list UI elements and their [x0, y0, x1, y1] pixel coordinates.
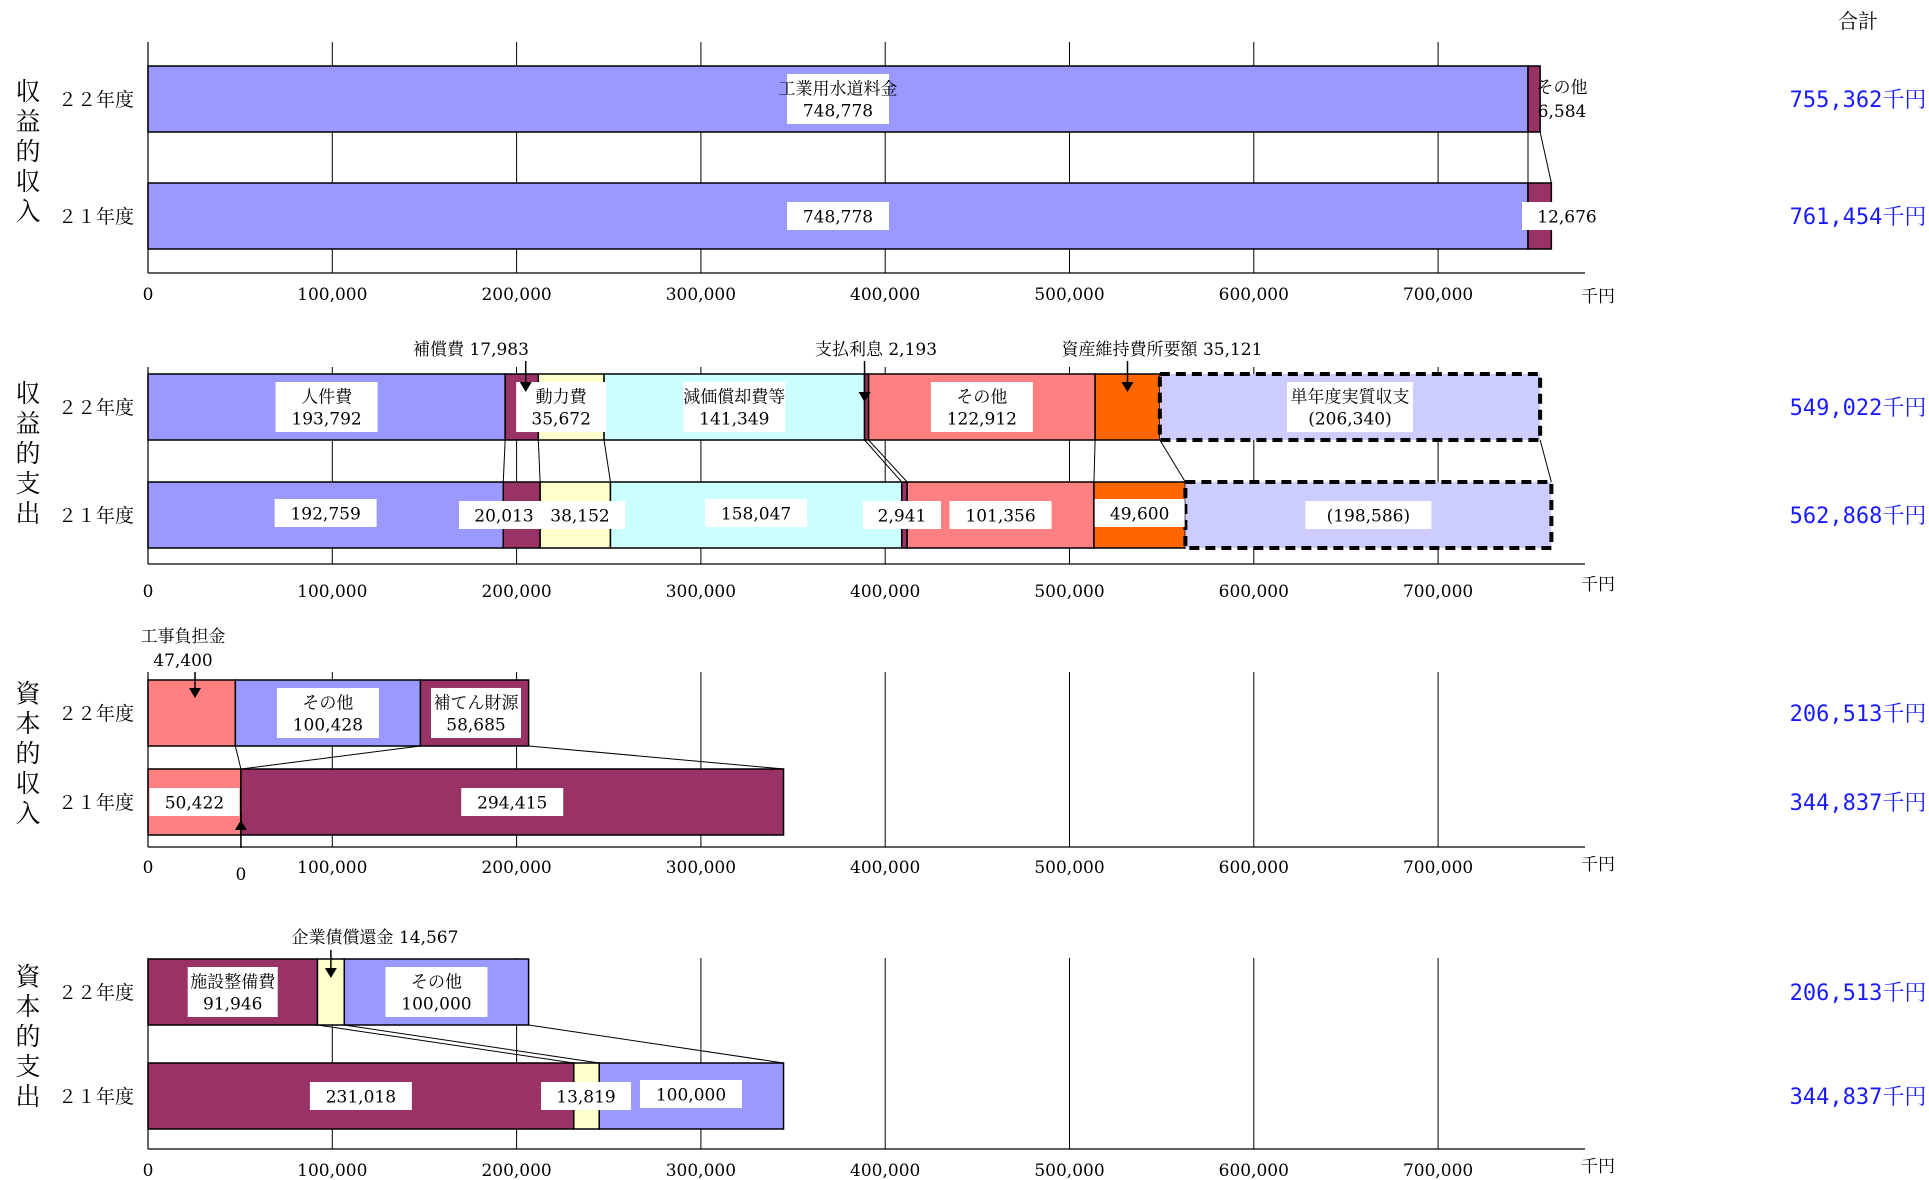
row-total: 206,513千円	[1789, 702, 1927, 727]
connector-line	[538, 440, 540, 482]
section-label-char: 収	[15, 167, 41, 196]
x-axis-unit: 千円	[1581, 855, 1615, 875]
row-total: 344,837千円	[1789, 1085, 1927, 1110]
section-label-char: 益	[15, 107, 41, 136]
connector-line	[235, 746, 241, 769]
x-tick-label: 0	[142, 1161, 154, 1180]
connector-line	[869, 440, 908, 482]
section-label-char: 資	[15, 679, 41, 708]
year-label: ２２年度	[57, 397, 135, 419]
section-label-char: 出	[15, 1082, 41, 1111]
row-total: 562,868千円	[1789, 504, 1927, 529]
x-tick-label: 100,000	[297, 858, 368, 878]
callout-label: 企業債償還金 14,567	[291, 928, 459, 948]
data-label: 748,778	[802, 207, 874, 228]
data-label: その他	[302, 693, 354, 714]
data-label: 12,676	[1537, 207, 1597, 228]
data-label: 補てん財源	[433, 693, 519, 714]
x-axis-unit: 千円	[1581, 575, 1615, 595]
data-label: 工業用水道料金	[778, 79, 898, 100]
connector-line	[1540, 132, 1551, 183]
x-tick-label: 700,000	[1402, 858, 1474, 878]
x-tick-label: 700,000	[1402, 582, 1474, 602]
data-label: 38,152	[550, 506, 610, 527]
year-label: ２２年度	[57, 89, 135, 111]
x-tick-label: 500,000	[1034, 582, 1105, 602]
connector-line	[865, 440, 902, 482]
x-tick-label: 600,000	[1218, 858, 1289, 878]
data-label: 58,685	[446, 715, 506, 736]
x-tick-label: 0	[142, 582, 154, 602]
x-tick-label: 0	[142, 285, 154, 305]
section-label-char: 収	[15, 77, 41, 106]
data-label: 6,584	[1537, 102, 1587, 122]
section-label-char: 本	[15, 992, 41, 1021]
data-label: 294,415	[477, 793, 548, 814]
data-label: その他	[410, 972, 462, 993]
callout-label: 資産維持費所要額 35,121	[1061, 340, 1263, 360]
x-tick-label: 500,000	[1034, 858, 1105, 878]
x-tick-label: 200,000	[481, 1161, 552, 1180]
x-tick-label: 200,000	[481, 858, 552, 878]
year-label: ２１年度	[57, 1086, 135, 1108]
connector-line	[529, 1025, 784, 1063]
x-tick-label: 400,000	[850, 582, 921, 602]
section-label-char: 入	[15, 799, 41, 828]
connector-line	[604, 440, 610, 482]
data-label: その他	[1536, 78, 1588, 98]
row-total: 549,022千円	[1789, 396, 1927, 421]
data-label: 748,778	[802, 101, 874, 122]
x-tick-label: 400,000	[850, 1161, 921, 1180]
section-label-char: 支	[15, 1052, 41, 1081]
connector-line	[1094, 440, 1095, 482]
row-total: 761,454千円	[1789, 205, 1927, 230]
total-column-header: 合計	[1838, 9, 1878, 33]
callout-label: 補償費 17,983	[413, 340, 529, 360]
data-label: 91,946	[202, 994, 263, 1015]
data-label: (206,340)	[1308, 409, 1392, 430]
section-label-char: 資	[15, 962, 41, 991]
data-label: 動力費	[535, 387, 587, 408]
section-label-char: 支	[15, 469, 41, 498]
x-tick-label: 300,000	[665, 285, 737, 305]
callout-label: 支払利息 2,193	[814, 340, 938, 360]
x-tick-label: 700,000	[1402, 285, 1474, 305]
x-tick-label: 300,000	[665, 1161, 737, 1180]
data-label: 122,912	[946, 409, 1018, 430]
data-label: 158,047	[720, 504, 792, 525]
section-label-char: 的	[15, 1022, 41, 1051]
data-label: 49,600	[1109, 504, 1170, 525]
connector-line	[344, 1025, 599, 1063]
connector-line	[1160, 440, 1186, 482]
x-axis-unit: 千円	[1581, 287, 1615, 307]
data-label: 人件費	[301, 387, 353, 408]
connector-line	[1540, 440, 1551, 482]
data-label: 2,941	[877, 506, 927, 527]
bar-segment	[1528, 66, 1540, 132]
data-label: 35,672	[531, 409, 591, 430]
section-label-char: 的	[15, 739, 41, 768]
data-label: 20,013	[474, 506, 534, 527]
x-tick-label: 300,000	[665, 582, 737, 602]
row-total: 206,513千円	[1789, 981, 1927, 1006]
data-label: 13,819	[556, 1087, 616, 1108]
year-label: ２１年度	[57, 792, 135, 814]
connector-line	[529, 746, 784, 769]
data-label: (198,586)	[1326, 506, 1411, 527]
data-label: 192,759	[290, 504, 361, 525]
data-label: 141,349	[699, 409, 770, 430]
x-tick-label: 600,000	[1218, 582, 1289, 602]
x-tick-label: 400,000	[850, 858, 921, 878]
x-tick-label: 0	[142, 858, 154, 878]
section-label-char: 収	[15, 769, 41, 798]
callout-label: 47,400	[153, 651, 213, 671]
year-label: ２１年度	[57, 206, 135, 228]
x-tick-label: 600,000	[1218, 285, 1289, 305]
data-label: 231,018	[325, 1087, 397, 1108]
data-label: その他	[956, 387, 1008, 408]
x-tick-label: 200,000	[481, 285, 552, 305]
year-label: ２１年度	[57, 505, 135, 527]
x-tick-label: 400,000	[850, 285, 921, 305]
row-total: 755,362千円	[1789, 88, 1927, 113]
x-tick-label: 300,000	[665, 858, 737, 878]
data-label: 193,792	[291, 409, 362, 430]
x-tick-label: 700,000	[1402, 1161, 1474, 1180]
section-label-char: 入	[15, 197, 41, 226]
callout-label: 工事負担金	[140, 627, 226, 647]
x-tick-label: 100,000	[297, 582, 368, 602]
x-tick-label: 100,000	[297, 1161, 368, 1180]
x-tick-label: 500,000	[1034, 1161, 1105, 1180]
data-label: 50,422	[164, 793, 225, 814]
section-label-char: 的	[15, 137, 41, 166]
year-label: ２２年度	[57, 982, 135, 1004]
connector-line	[503, 440, 505, 482]
data-label: 100,428	[292, 715, 364, 736]
data-label: 単年度実質収支	[1290, 387, 1410, 408]
x-tick-label: 100,000	[297, 285, 368, 305]
data-label: 100,000	[401, 994, 472, 1015]
connector-line	[241, 746, 421, 769]
x-tick-label: 500,000	[1034, 285, 1105, 305]
section-label-char: 収	[15, 379, 41, 408]
year-label: ２２年度	[57, 703, 135, 725]
connector-line	[317, 1025, 573, 1063]
data-label: 101,356	[965, 506, 1036, 527]
section-label-char: 本	[15, 709, 41, 738]
callout-label: 0	[235, 865, 247, 885]
x-tick-label: 600,000	[1218, 1161, 1289, 1180]
x-axis-unit: 千円	[1581, 1157, 1615, 1177]
section-label-char: 的	[15, 439, 41, 468]
data-label: 施設整備費	[190, 972, 276, 993]
data-label: 減価償却費等	[683, 387, 786, 408]
section-label-char: 出	[15, 499, 41, 528]
data-label: 100,000	[655, 1085, 727, 1106]
x-tick-label: 200,000	[481, 582, 552, 602]
section-label-char: 益	[15, 409, 41, 438]
row-total: 344,837千円	[1789, 791, 1927, 816]
